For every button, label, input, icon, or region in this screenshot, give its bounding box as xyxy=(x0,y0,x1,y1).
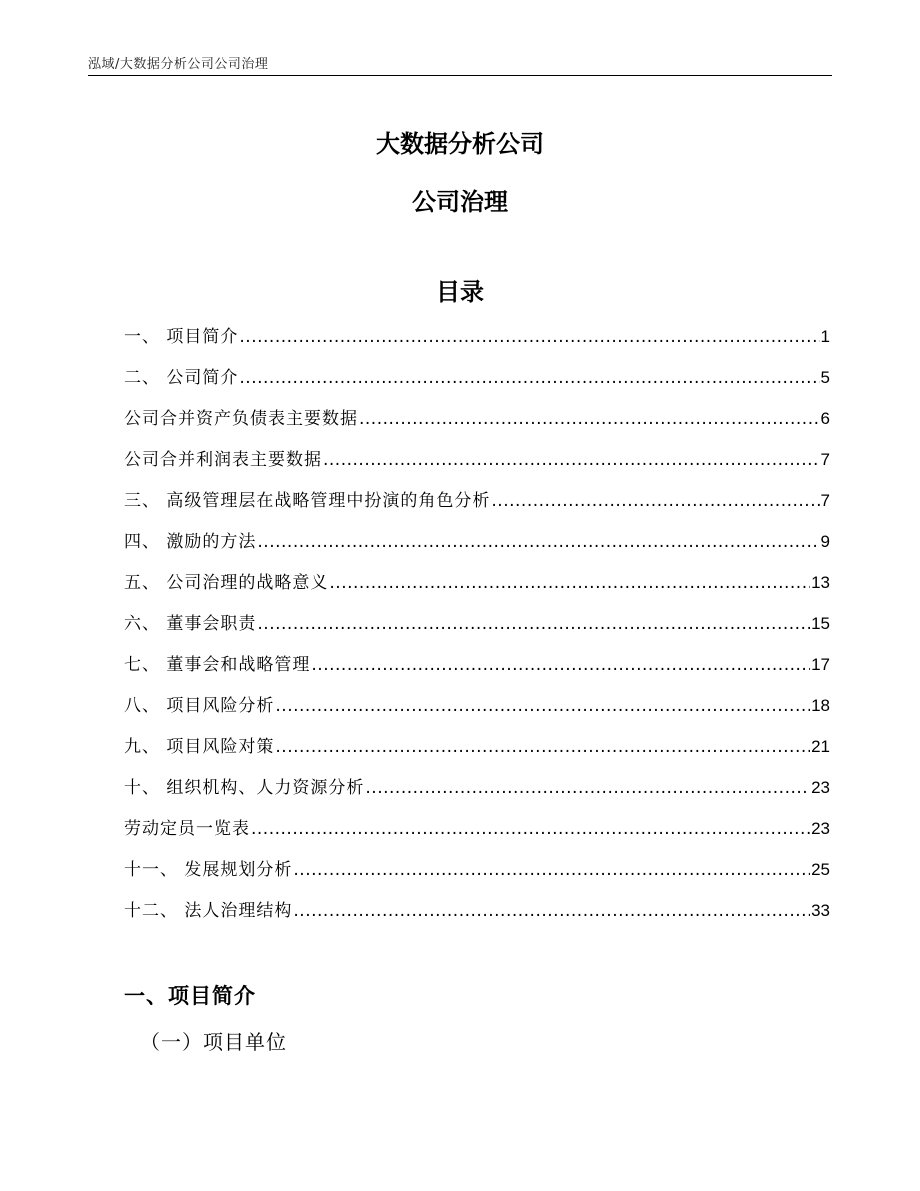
toc-entry[interactable] xyxy=(124,689,830,730)
toc-entry-label: 十二、 法人治理结构 xyxy=(124,901,293,921)
toc-entry-label: 十、 组织机构、人力资源分析 xyxy=(124,778,365,798)
toc-entry-page: 7 xyxy=(820,491,830,510)
toc-leader-dots xyxy=(239,320,819,354)
toc-heading: 目录 xyxy=(436,278,484,306)
toc-entry-label: 公司合并资产负债表主要数据 xyxy=(124,409,358,429)
section-heading: 一、项目简介 xyxy=(124,984,256,1008)
toc-entry-page: 5 xyxy=(820,368,830,387)
subsection-heading: （一）项目单位 xyxy=(140,1030,287,1054)
toc-leader-dots xyxy=(311,648,810,682)
toc-entry-label: 九、 项目风险对策 xyxy=(124,737,275,757)
toc-entry-label: 三、 高级管理层在战略管理中扮演的角色分析 xyxy=(124,491,491,511)
toc-entry-label: 十一、 发展规划分析 xyxy=(124,860,293,880)
toc-entry-page: 23 xyxy=(811,778,830,797)
toc-entry[interactable] xyxy=(124,443,830,484)
toc-entry-page: 17 xyxy=(811,655,830,674)
toc-leader-dots xyxy=(293,853,810,887)
toc-leader-dots xyxy=(365,771,810,805)
toc-leader-dots xyxy=(257,525,819,559)
toc-entry-page: 13 xyxy=(811,573,830,592)
toc-entry[interactable] xyxy=(124,525,830,566)
toc-entry[interactable] xyxy=(124,853,830,894)
toc-entry-label: 六、 董事会职责 xyxy=(124,614,257,634)
toc-entry-page: 6 xyxy=(820,409,830,428)
toc-entry[interactable] xyxy=(124,894,830,935)
toc-entry-label: 二、 公司简介 xyxy=(124,368,239,388)
toc-entry[interactable] xyxy=(124,648,830,689)
toc-entry-label: 七、 董事会和战略管理 xyxy=(124,655,311,675)
toc-entry[interactable] xyxy=(124,361,830,402)
toc-entry-label: 五、 公司治理的战略意义 xyxy=(124,573,329,593)
toc-entry-label: 劳动定员一览表 xyxy=(124,819,250,839)
toc-entry-label: 公司合并利润表主要数据 xyxy=(124,450,322,470)
toc-entry[interactable] xyxy=(124,566,830,607)
toc-entry[interactable] xyxy=(124,607,830,648)
document-title: 大数据分析公司 xyxy=(376,130,544,158)
toc-entry-page: 21 xyxy=(811,737,830,756)
toc-entry-page: 7 xyxy=(820,450,830,469)
toc-entry[interactable] xyxy=(124,484,830,525)
toc-entry[interactable] xyxy=(124,771,830,812)
toc-leader-dots xyxy=(323,443,820,477)
toc-entry-page: 33 xyxy=(811,901,830,920)
toc-entry-label: 八、 项目风险分析 xyxy=(124,696,275,716)
toc-entry-page: 9 xyxy=(820,532,830,551)
toc-entry[interactable] xyxy=(124,320,830,361)
header-divider xyxy=(88,75,832,76)
toc-entry-label: 四、 激励的方法 xyxy=(124,532,257,552)
toc-entry[interactable] xyxy=(124,812,830,853)
table-of-contents xyxy=(124,320,830,935)
toc-leader-dots xyxy=(359,402,820,436)
toc-entry-page: 15 xyxy=(811,614,830,633)
document-subtitle: 公司治理 xyxy=(412,188,508,216)
toc-entry-page: 1 xyxy=(820,327,830,346)
toc-entry-page: 18 xyxy=(811,696,830,715)
toc-entry-page: 25 xyxy=(811,860,830,879)
toc-leader-dots xyxy=(293,894,810,928)
toc-entry[interactable] xyxy=(124,402,830,443)
toc-leader-dots xyxy=(257,607,810,641)
toc-leader-dots xyxy=(239,361,819,395)
toc-leader-dots xyxy=(329,566,810,600)
toc-entry[interactable] xyxy=(124,730,830,771)
toc-leader-dots xyxy=(275,730,810,764)
toc-leader-dots xyxy=(251,812,810,846)
toc-leader-dots xyxy=(491,484,819,518)
running-header: 泓域/大数据分析公司公司治理 xyxy=(88,57,269,72)
toc-entry-page: 23 xyxy=(811,819,830,838)
toc-entry-label: 一、 项目简介 xyxy=(124,327,239,347)
toc-leader-dots xyxy=(275,689,810,723)
